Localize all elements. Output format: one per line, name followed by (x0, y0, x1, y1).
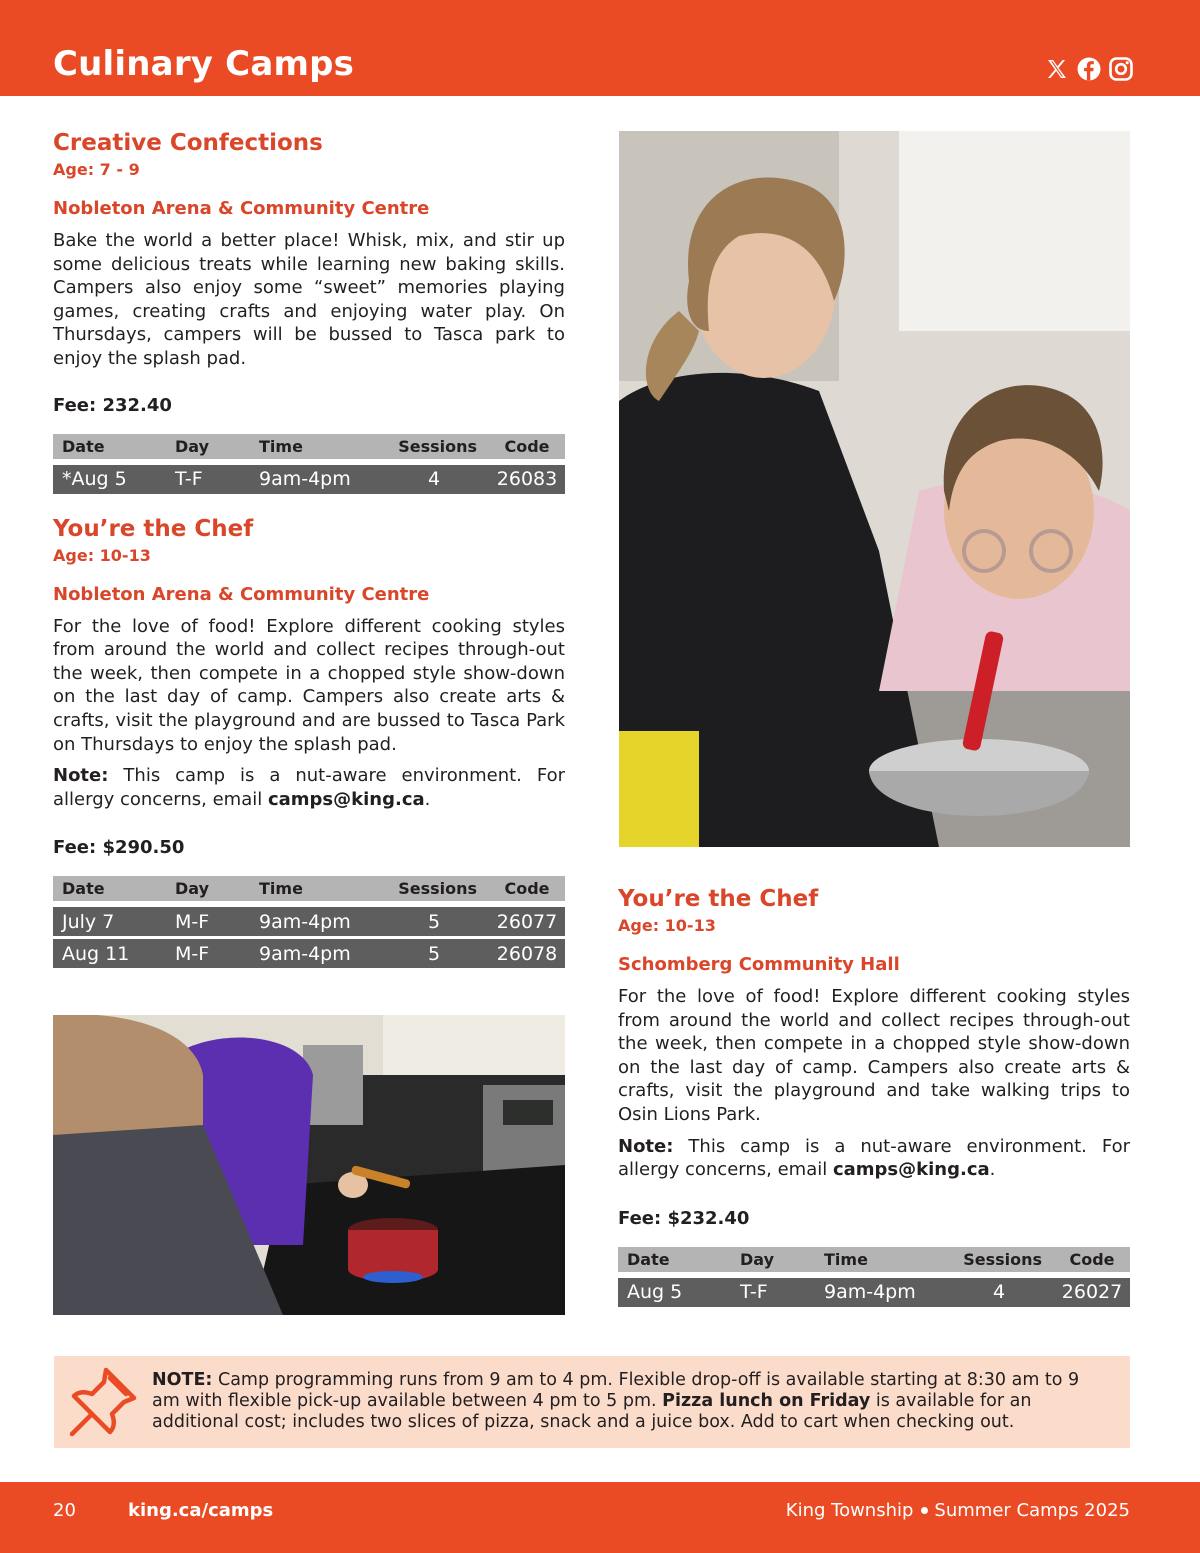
note-text: This camp is a nut-aware environment. For allergy concerns, email (53, 765, 565, 810)
cell-day: M-F (175, 942, 210, 965)
program-fee: Fee: $232.40 (618, 1207, 750, 1229)
schedule-table (53, 434, 565, 494)
cell-date: July 7 (62, 910, 115, 933)
cell-day: M-F (175, 910, 210, 933)
column-sessions: Sessions (963, 1249, 1042, 1269)
column-sessions: Sessions (398, 436, 477, 456)
cell-code: 26078 (496, 942, 558, 965)
column-day: Day (175, 879, 210, 899)
photo-girls-mixing-bowl (619, 131, 1130, 847)
cell-code: 26083 (496, 468, 558, 491)
notice-text (152, 1370, 1112, 1433)
column-day: Day (740, 1249, 775, 1269)
cell-time: 9am-4pm (259, 468, 351, 491)
cell-day: T-F (175, 468, 203, 491)
column-code: Code (1069, 1249, 1115, 1269)
column-sessions: Sessions (398, 879, 477, 899)
column-code: Code (504, 436, 550, 456)
cell-sessions: 5 (427, 910, 441, 933)
column-code: Code (504, 879, 550, 899)
cell-sessions: 4 (992, 1281, 1006, 1304)
footer-org: King Township (785, 1500, 914, 1521)
cell-date: *Aug 5 (62, 468, 127, 491)
pushpin-icon (66, 1364, 140, 1440)
program-title: You’re the Chef (618, 886, 819, 912)
column-date: Date (62, 879, 105, 899)
note-label: Note: (618, 1135, 674, 1157)
program-location: Nobleton Arena & Community Centre (53, 198, 430, 219)
program-location: Schomberg Community Hall (618, 954, 900, 975)
note-end: . (424, 788, 431, 810)
cell-time: 9am-4pm (259, 942, 351, 965)
instagram-icon[interactable] (1108, 56, 1134, 82)
table-row (53, 907, 565, 936)
program-creative-confections (53, 128, 565, 494)
column-day: Day (175, 436, 210, 456)
program-note (53, 764, 565, 811)
cell-sessions: 5 (427, 942, 441, 965)
program-description: Bake the world a better place! Whisk, mix, and stir up some delicious treats while learning new baking skills. Campers also enjoy some “sweet” memories playing games, creating crafts and enjoying water play. On Thursdays, campers will be bussed to Tasca park to enjoy the splash pad. (53, 230, 565, 369)
photo-illustration (619, 131, 1130, 847)
program-youre-the-chef-schomberg (618, 884, 1130, 1307)
photo-girl-cooking-stove (53, 1015, 565, 1315)
page-title: Culinary Camps (53, 44, 355, 84)
table-row (53, 939, 565, 968)
column-time: Time (824, 1249, 868, 1269)
left-column (53, 128, 565, 968)
program-note (618, 1135, 1130, 1182)
cell-day: T-F (740, 1281, 768, 1304)
schedule-table (618, 1247, 1130, 1307)
notice-text-3: is available for an additional cost; includes two slices of pizza, snack and a juice box. Add to cart when checking out. (152, 1391, 1032, 1432)
bullet-dot-icon (921, 1507, 928, 1514)
column-date: Date (62, 436, 105, 456)
column-time: Time (259, 436, 303, 456)
page-number: 20 (53, 1500, 76, 1521)
facebook-icon[interactable] (1076, 56, 1102, 82)
notice-pizza-lunch: Pizza lunch on Friday (662, 1391, 871, 1411)
social-links (1044, 56, 1134, 82)
program-title: You’re the Chef (53, 515, 254, 542)
table-header (618, 1247, 1130, 1272)
column-date: Date (627, 1249, 670, 1269)
program-location: Nobleton Arena & Community Centre (53, 583, 430, 605)
program-title: Creative Confections (53, 130, 323, 156)
schedule-table (53, 876, 565, 968)
notice-text-1: Camp programming runs from 9 am to 4 pm. Flexible drop-off is available starting at 8:30 am to 9 am with flexible pick-up available between 4 pm to 5 pm. (152, 1370, 1080, 1411)
cell-date: Aug 5 (627, 1281, 683, 1304)
footer-url-link[interactable]: king.ca/camps (128, 1500, 274, 1521)
note-email-link[interactable]: camps@king.ca (832, 1159, 990, 1181)
program-description: For the love of food! Explore different cooking styles from around the world and collect recipes through-out the week, then compete in a chopped style show-down on the last day of camp. Campers also create arts & crafts, visit the playground and are bussed to Tasca Park on Thursdays to enjoy the splash pad. (53, 615, 565, 755)
notice-label: NOTE: (152, 1370, 213, 1390)
right-column (618, 884, 1130, 1307)
notice-box (54, 1356, 1130, 1448)
photo-illustration (53, 1015, 565, 1315)
footer-publication-title: Summer Camps 2025 (934, 1500, 1130, 1521)
x-icon[interactable] (1044, 56, 1070, 82)
note-email-link[interactable]: camps@king.ca (267, 788, 425, 810)
cell-code: 26027 (1061, 1281, 1123, 1304)
cell-time: 9am-4pm (259, 910, 351, 933)
table-row (53, 465, 565, 494)
program-age: Age: 7 - 9 (53, 160, 140, 179)
table-row (618, 1278, 1130, 1307)
program-age: Age: 10-13 (53, 545, 151, 565)
cell-time: 9am-4pm (824, 1281, 916, 1304)
cell-date: Aug 11 (62, 942, 130, 965)
column-time: Time (259, 879, 303, 899)
note-text: This camp is a nut-aware environment. For allergy concerns, email (618, 1135, 1130, 1181)
cell-code: 26077 (496, 910, 558, 933)
note-end: . (989, 1159, 996, 1181)
note-label: Note: (53, 765, 109, 787)
program-youre-the-chef-nobleton (53, 514, 565, 969)
program-description: For the love of food! Explore different cooking styles from around the world and collect recipes through-out the week, then compete in a chopped style show-down on the last day of camp. Campers also create arts & crafts, visit the playground and take walking trips to Osin Lions Park. (618, 986, 1130, 1125)
cell-sessions: 4 (427, 468, 441, 491)
program-fee: Fee: 232.40 (53, 394, 172, 416)
table-header (53, 434, 565, 459)
program-fee: Fee: $290.50 (53, 837, 185, 859)
table-header (53, 876, 565, 901)
program-age: Age: 10-13 (618, 916, 716, 935)
footer-publication (786, 1500, 1130, 1521)
